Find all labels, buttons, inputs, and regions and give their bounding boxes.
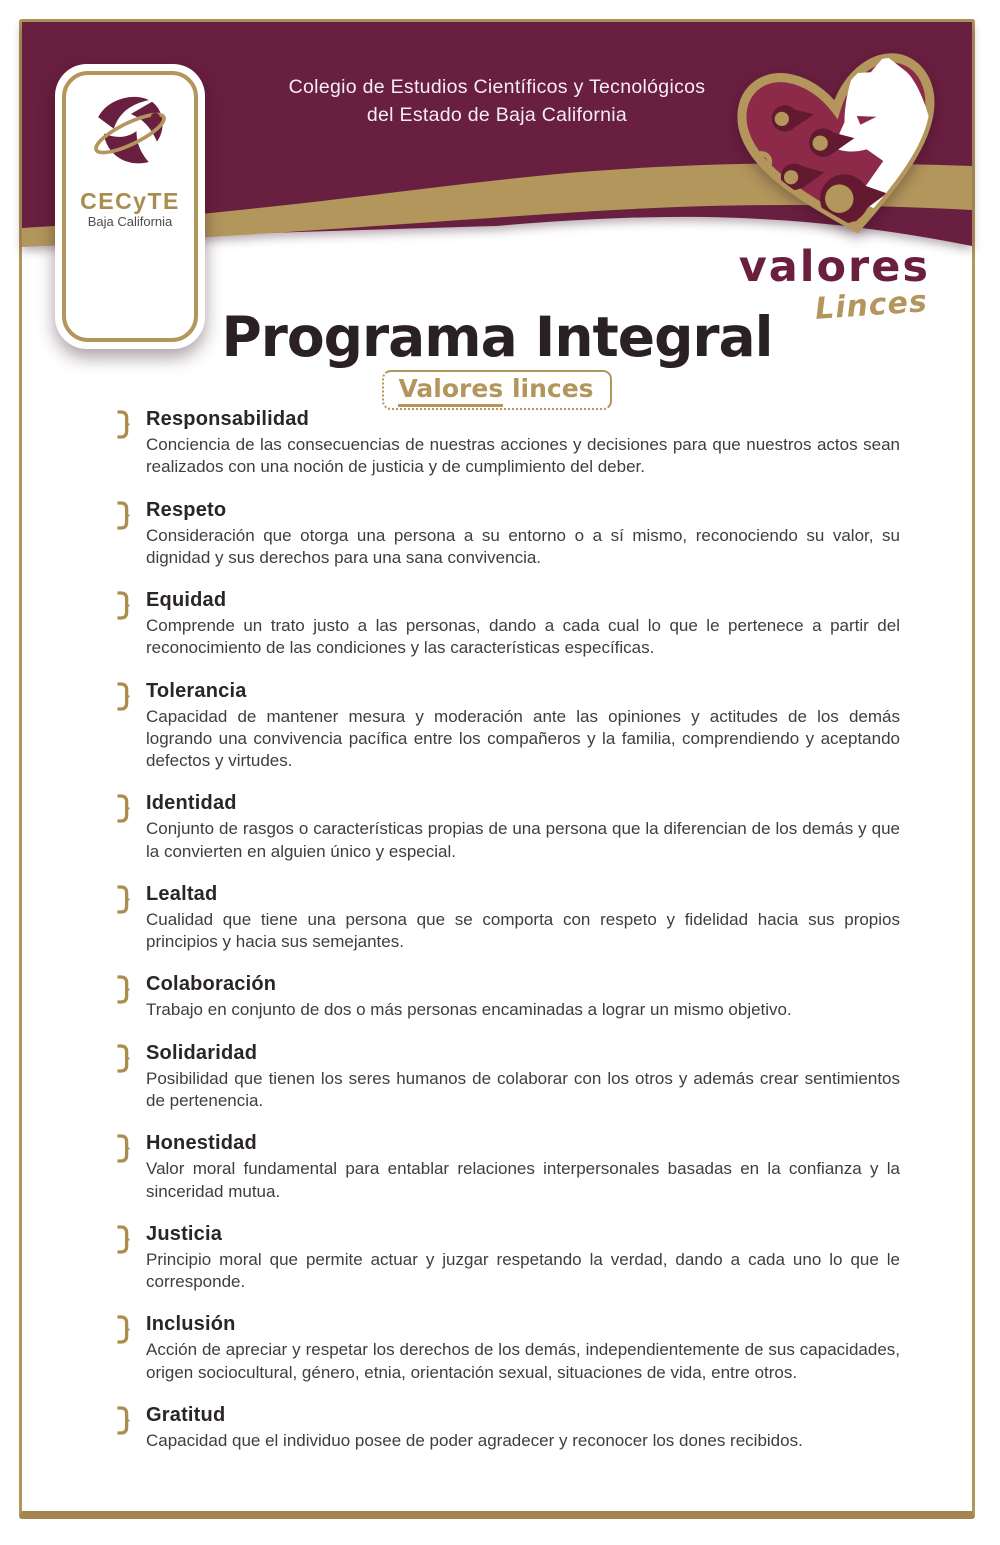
bracket-checkbox-icon [103, 1042, 130, 1074]
value-text-block [146, 589, 900, 660]
bracket-checkbox-icon [103, 1313, 130, 1345]
value-name: Honestidad [146, 1132, 257, 1155]
value-text-block [146, 1223, 900, 1294]
value-description: Comprende un trato justo a las personas, dando a cada cual lo que le pertenece a partir del reconocimiento de las condiciones y las características específicas. [146, 616, 900, 658]
bracket-checkbox-icon [103, 973, 130, 1005]
valores-linces-badge [382, 370, 611, 410]
list-item [103, 499, 900, 570]
value-text-block [146, 1404, 900, 1452]
value-description: Conciencia de las consecuencias de nuestras acciones y decisiones para que nuestros actos sean realizados con una noción de justicia y de cumplimiento del deber. [146, 435, 900, 477]
value-name: Inclusión [146, 1313, 236, 1336]
value-text-block [146, 408, 900, 479]
value-name: Equidad [146, 589, 227, 612]
value-description: Acción de apreciar y respetar los derechos de los demás, independientemente de sus capacidades, origen sociocultural, género, etnia, orientación sexual, situaciones de vida, entre otros. [146, 1340, 900, 1382]
bracket-checkbox-icon [103, 408, 130, 440]
list-item [103, 883, 900, 954]
value-name: Lealtad [146, 882, 218, 905]
bracket-checkbox-icon [103, 499, 130, 531]
value-description: Conjunto de rasgos o características propias de una persona que la diferencian de los demás y que la convierten en alguien único y especial. [146, 819, 900, 861]
value-description: Capacidad de mantener mesura y moderación ante las opiniones y actitudes de los demás logrando una convivencia pacífica entre los compañeros y la familia, comprendiendo y aceptando defectos y virtudes. [146, 706, 900, 771]
value-name: Identidad [146, 792, 237, 815]
list-item [103, 973, 900, 1021]
institution-line1: Colegio de Estudios Científicos y Tecnológicos [288, 76, 706, 98]
value-text-block [146, 1132, 900, 1203]
value-name: Respeto [146, 498, 227, 521]
linces-script-wordmark: Linces [814, 284, 930, 327]
value-text-block [146, 499, 900, 570]
value-name: Justicia [146, 1222, 223, 1245]
bracket-checkbox-icon [103, 589, 130, 621]
bracket-checkbox-icon [103, 1223, 130, 1255]
value-description: Capacidad que el individuo posee de poder agradecer y reconocer los dones recibidos. [146, 1430, 803, 1450]
document-page [19, 19, 975, 1519]
badge-word-linces: linces [511, 374, 594, 403]
list-item [103, 792, 900, 863]
value-description: Trabajo en conjunto de dos o más personas encaminadas a lograr un mismo objetivo. [146, 1000, 792, 1020]
bracket-checkbox-icon [103, 680, 130, 712]
value-text-block [146, 680, 900, 773]
value-description: Consideración que otorga una persona a su entorno o a sí mismo, reconociendo su valor, su dignidad y sus derechos para una sana convivencia. [146, 525, 900, 567]
values-list [103, 408, 900, 1472]
bracket-checkbox-icon [103, 792, 130, 824]
value-description: Valor moral fundamental para entablar relaciones interpersonales basadas en la confianza y la sinceridad mutua. [146, 1159, 900, 1201]
value-name: Solidaridad [146, 1041, 258, 1064]
cecyte-bird-emblem-icon [77, 90, 183, 186]
list-item [103, 1404, 900, 1452]
value-name: Colaboración [146, 973, 277, 996]
value-description: Principio moral que permite actuar y juzgar respetando la verdad, dando a cada uno lo que le corresponde. [146, 1249, 900, 1292]
page-title: Programa Integral [221, 305, 773, 369]
list-item [103, 680, 900, 773]
list-item [103, 1132, 900, 1203]
value-name: Gratitud [146, 1403, 226, 1426]
badge-word-valores: Valores [398, 374, 503, 407]
bracket-checkbox-icon [103, 1404, 130, 1436]
value-text-block [146, 1042, 900, 1113]
list-item [103, 1223, 900, 1294]
value-text-block [146, 792, 900, 863]
value-name: Responsabilidad [146, 408, 310, 430]
list-item [103, 589, 900, 660]
cecyte-logo-card [55, 64, 205, 349]
list-item [103, 1042, 900, 1113]
badge-row [22, 370, 972, 410]
list-item [103, 408, 900, 479]
cecyte-acronym: CECyTE [80, 188, 180, 214]
value-text-block [146, 1313, 900, 1384]
valores-wordmark: valores [738, 242, 930, 292]
value-name: Tolerancia [146, 679, 247, 702]
value-description: Cualidad que tiene una persona que se comporta con respeto y fidelidad hacia sus propios principios y hacia sus semejantes. [146, 909, 900, 952]
value-text-block [146, 883, 900, 954]
value-text-block [146, 973, 900, 1021]
bracket-checkbox-icon [103, 883, 130, 915]
heart-lynx-logo-icon [726, 46, 960, 258]
bracket-checkbox-icon [103, 1132, 130, 1164]
cecyte-region: Baja California [87, 214, 173, 229]
list-item [103, 1313, 900, 1384]
institution-line2: del Estado de Baja California [366, 103, 628, 126]
value-description: Posibilidad que tienen los seres humanos de colaborar con los otros y además crear sentimientos de pertenencia. [146, 1068, 900, 1110]
